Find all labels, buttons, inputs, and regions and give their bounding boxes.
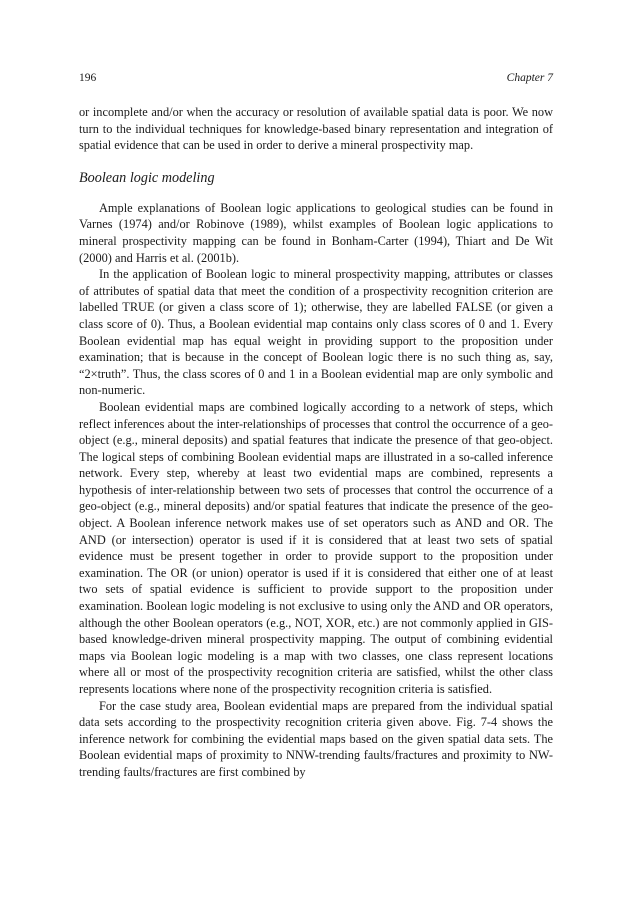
page-number: 196 xyxy=(79,72,97,84)
paragraph-case-study: For the case study area, Boolean evidential maps are prepared from the individual spatial data sets according to the prospectivity recognition criteria given above. Fig. 7-4 shows the inference network for combining the evidential maps based on the given spatial data sets. The Boolean evidential maps of proximity to NNW-trending faults/fractures and proximity to NW-trending faults/fractures are first combined by xyxy=(79,698,553,779)
body-text xyxy=(79,104,553,781)
chapter-title: Chapter 7 xyxy=(506,72,553,84)
paragraph-inference-network: Boolean evidential maps are combined logically according to a network of steps, which reflect inferences about the inter-relationships of processes that control the occurrence of a geo-object (e.g., mineral deposits) and spatial features that indicate the presence of that geo-object. The logical steps of combining Boolean evidential maps are illustrated in a so-called inference network. Every step, whereby at least two evidential maps are combined, represents a hypothesis of inter-relationship between two sets of processes that control the occurrence of a geo-object (e.g., mineral deposits) and/or spatial features that indicate the presence of the geo-object. A Boolean inference network makes use of set operators such as AND and OR. The AND (or intersection) operator is used if it is considered that at least two sets of spatial evidence must be present together in order to provide support to the proposition under examination. The OR (or union) operator is used if it is considered that either one of at least two sets of spatial evidence is sufficient to provide support to the proposition under examination. Boolean logic modeling is not exclusive to using only the AND and OR operators, although the other Boolean operators (e.g., NOT, XOR, etc.) are not commonly applied in GIS-based knowledge-driven mineral prospectivity mapping. The output of combining evidential maps via Boolean logic modeling is a map with two classes, one class represent locations where all or most of the prospectivity recognition criteria are satisfied, whilst the other class represents locations where none of the prospectivity recognition criteria is satisfied. xyxy=(79,399,553,696)
section-heading: Boolean logic modeling xyxy=(79,169,215,186)
intro-paragraph: or incomplete and/or when the accuracy or resolution of available spatial data is poor. We now turn to the individual techniques for knowledge-based binary representation and integration of spatial evidence that can be used in order to derive a mineral prospectivity map. xyxy=(79,105,553,153)
paragraph-references: Ample explanations of Boolean logic applications to geological studies can be found in Varnes (1974) and/or Robinove (1989), whilst examples of Boolean logic applications to mineral prospectivity mapping can be found in Bonham-Carter (1994), Thiart and De Wit (2000) and Harris et al. (2001b). xyxy=(79,200,553,265)
paragraph-boolean-definition: In the application of Boolean logic to mineral prospectivity mapping, attributes or classes of attributes of spatial data that meet the condition of a prospectivity recognition criterion are labelled TRUE (or given a class score of 1); otherwise, they are labelled FALSE (or given a class score of 0). Thus, a Boolean evidential map contains only class scores of 0 and 1. Every Boolean evidential map has equal weight in providing support to the proposition under examination; that is because in the concept of Boolean logic there is no such thing as, say, “2×truth”. Thus, the class scores of 0 and 1 in a Boolean evidential map are only symbolic and non-numeric. xyxy=(79,267,553,398)
running-header xyxy=(79,71,553,85)
